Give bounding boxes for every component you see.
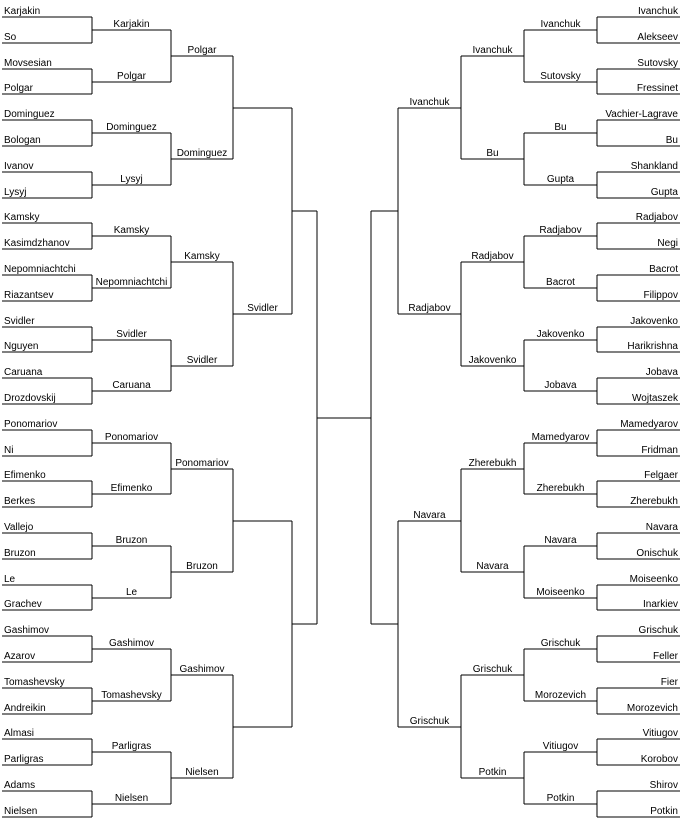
player-name: Bologan (4, 135, 41, 146)
player-name: Vachier-Lagrave (605, 109, 678, 120)
player-name: Bruzon (4, 548, 36, 559)
player-name: Lysyj (120, 174, 143, 185)
player-name: Nielsen (185, 767, 219, 778)
player-name: Andreikin (4, 703, 46, 714)
player-name: Ni (4, 445, 14, 456)
player-name: Ivanchuk (472, 45, 513, 56)
player-name: Ivanchuk (409, 97, 450, 108)
player-name: Sutovsky (637, 58, 678, 69)
player-name: Svidler (4, 316, 35, 327)
player-name: Radjabov (408, 303, 451, 314)
player-name: Grischuk (409, 716, 450, 727)
player-name: Inarkiev (642, 599, 678, 610)
player-name: Bruzon (186, 561, 218, 572)
player-name: Fridman (641, 445, 678, 456)
player-name: Ponomariov (175, 458, 229, 469)
player-name: Zherebukh (630, 496, 678, 507)
player-name: Zherebukh (536, 483, 585, 494)
player-name: Bacrot (546, 277, 575, 288)
player-name: Navara (476, 561, 509, 572)
player-name: Bu (665, 135, 678, 146)
player-name: Alekseev (637, 32, 678, 43)
player-name: Dominguez (106, 122, 157, 133)
player-name: Vitiugov (642, 728, 678, 739)
player-name: Potkin (546, 793, 575, 804)
player-name: Ivanchuk (540, 19, 581, 30)
player-name: Sutovsky (540, 71, 581, 82)
player-name: Nielsen (114, 793, 149, 804)
player-name: Adams (4, 780, 36, 791)
player-name: Bu (486, 148, 499, 159)
player-name: Grachev (4, 599, 42, 610)
player-name: Feller (652, 651, 678, 662)
player-name: Grischuk (472, 664, 513, 675)
player-name: Radjabov (635, 212, 678, 223)
player-name: Efimenko (110, 483, 153, 494)
player-name: Gashimov (179, 664, 225, 675)
player-name: Svidler (186, 355, 218, 366)
player-name: Ponomariov (104, 432, 159, 443)
player-name: Mamedyarov (531, 432, 590, 443)
player-name: Caruana (4, 367, 43, 378)
player-name: Ivanov (4, 161, 34, 172)
player-name: Potkin (650, 806, 678, 817)
player-name: Shankland (630, 161, 678, 172)
player-name: Wojtaszek (632, 393, 678, 404)
player-name: Potkin (478, 767, 507, 778)
player-name: Grischuk (540, 638, 581, 649)
player-name: Navara (544, 535, 577, 546)
player-name: Tomashevsky (4, 677, 65, 688)
player-name: Dominguez (4, 109, 55, 120)
player-name: Svidler (116, 329, 147, 340)
player-name: Radjabov (471, 251, 514, 262)
player-name: Bu (554, 122, 567, 133)
player-name: Felgaer (644, 470, 678, 481)
player-name: Le (4, 574, 16, 585)
player-name: Gupta (546, 174, 575, 185)
player-name: Gashimov (4, 625, 50, 636)
player-name: Kamsky (113, 225, 150, 236)
player-name: Almasi (4, 728, 35, 739)
player-name: Tomashevsky (101, 690, 162, 701)
player-name: Karjakin (113, 19, 150, 30)
player-name: Grischuk (638, 625, 678, 636)
player-name: Kasimdzhanov (4, 238, 70, 249)
player-name: Bacrot (649, 264, 678, 275)
player-name: Jakovenko (468, 355, 517, 366)
player-name: Movsesian (4, 58, 52, 69)
player-name: Jakovenko (536, 329, 585, 340)
player-name: Filippov (643, 290, 678, 301)
player-name: Polgar (4, 83, 33, 94)
player-name: Onischuk (636, 548, 678, 559)
player-name: Kamsky (184, 251, 220, 262)
player-name: Lysyj (4, 187, 27, 198)
player-name: Negi (657, 238, 678, 249)
player-name: Drozdovskij (4, 393, 56, 404)
player-name: Moiseenko (629, 574, 678, 585)
player-name: Karjakin (4, 6, 41, 17)
player-name: Fier (660, 677, 678, 688)
player-name: Harikrishna (627, 341, 678, 352)
player-name: Zherebukh (468, 458, 517, 469)
player-name: Navara (645, 522, 678, 533)
player-name: Bruzon (115, 535, 148, 546)
player-name: Vitiugov (542, 741, 579, 752)
player-name: Nielsen (4, 806, 38, 817)
player-name: Shirov (649, 780, 678, 791)
player-name: Morozevich (534, 690, 587, 701)
player-name: Korobov (640, 754, 678, 765)
player-name: Ponomariov (4, 419, 58, 430)
player-name: Jakovenko (630, 316, 678, 327)
player-name: Jobava (645, 367, 678, 378)
player-name: Nepomniachtchi (4, 264, 76, 275)
player-name: Morozevich (626, 703, 678, 714)
player-name: Vallejo (4, 522, 34, 533)
player-name: Berkes (4, 496, 36, 507)
player-name: Azarov (4, 651, 36, 662)
player-name: Nepomniachtchi (95, 277, 168, 288)
player-name: Moiseenko (536, 587, 585, 598)
player-name: Ivanchuk (637, 6, 678, 17)
player-name: Dominguez (176, 148, 228, 159)
player-name: Mamedyarov (620, 419, 678, 430)
player-name: Navara (413, 510, 446, 521)
player-name: Polgar (117, 71, 146, 82)
player-name: Fressinet (636, 83, 678, 94)
player-name: Svidler (247, 303, 278, 314)
player-name: Radjabov (539, 225, 582, 236)
player-name: Polgar (187, 45, 217, 56)
player-name: Riazantsev (4, 290, 54, 301)
player-name: Kamsky (4, 212, 40, 223)
player-name: Jobava (544, 380, 577, 391)
player-name: Parligras (4, 754, 44, 765)
player-name: Nguyen (4, 341, 39, 352)
player-name: Efimenko (4, 470, 46, 481)
player-name: Parligras (111, 741, 152, 752)
player-name: Gupta (650, 187, 678, 198)
player-name: Le (125, 587, 138, 598)
player-name: Caruana (112, 380, 151, 391)
player-name: Gashimov (108, 638, 155, 649)
player-name: So (4, 32, 17, 43)
